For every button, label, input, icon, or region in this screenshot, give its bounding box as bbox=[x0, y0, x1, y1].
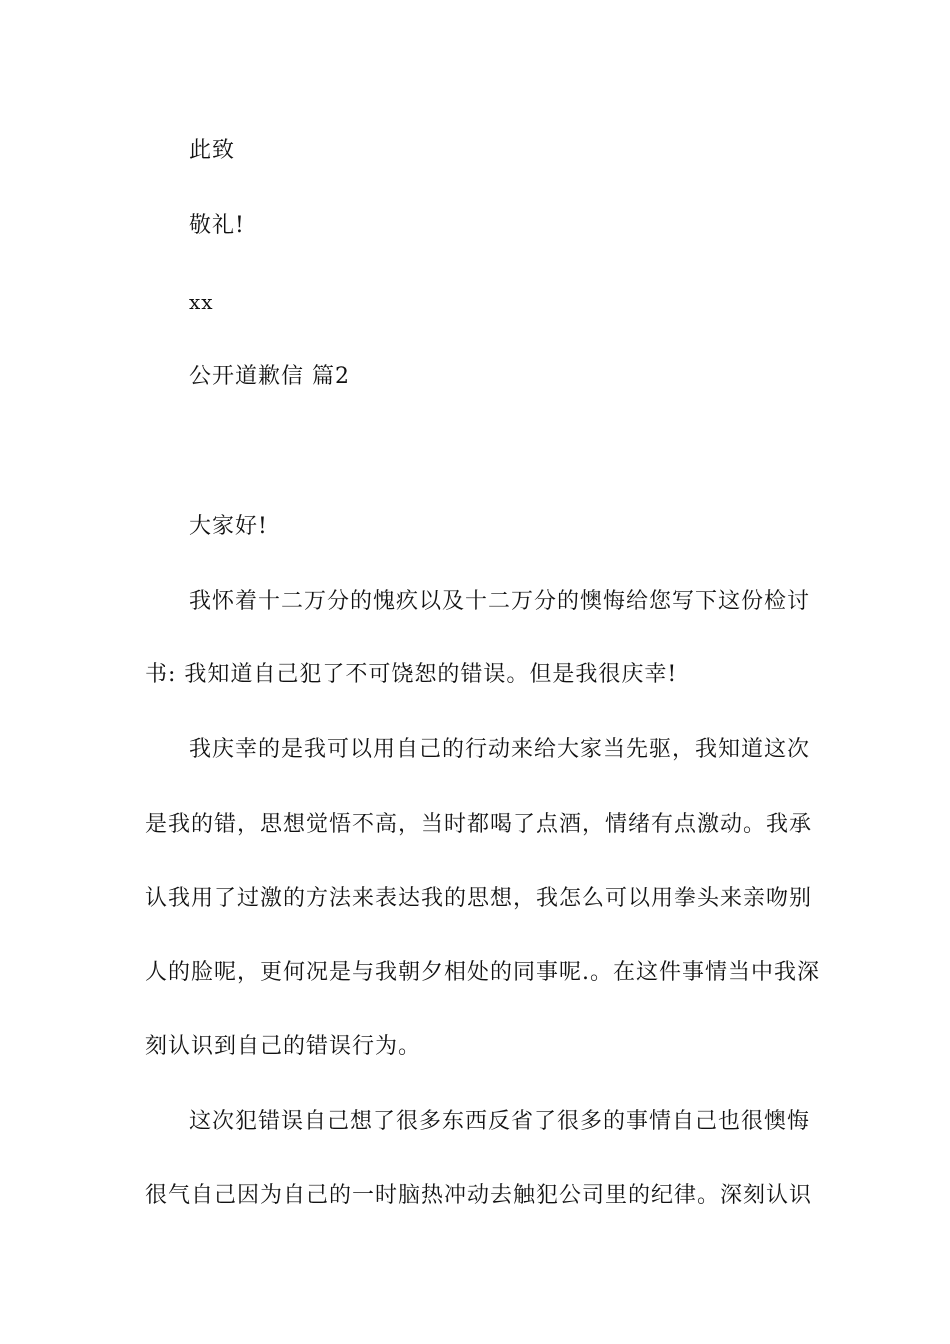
closing-salutation-line-2: 敬礼! bbox=[189, 213, 245, 238]
paragraph-line: 我庆幸的是我可以用自己的行动来给大家当先驱，我知道这次 bbox=[189, 737, 811, 762]
paragraph-line: 认我用了过激的方法来表达我的思想，我怎么可以用拳头来亲吻别 bbox=[145, 886, 813, 911]
paragraph-line: 书: 我知道自己犯了不可饶恕的错误。但是我很庆幸! bbox=[145, 662, 678, 687]
paragraph-line: 这次犯错误自己想了很多东西反省了很多的事情自己也很懊悔 bbox=[189, 1109, 811, 1134]
signature: xx bbox=[189, 290, 214, 314]
paragraph-line: 我怀着十二万分的愧疚以及十二万分的懊悔给您写下这份检讨 bbox=[189, 589, 811, 614]
paragraph-line: 刻认识到自己的错误行为。 bbox=[145, 1034, 422, 1059]
paragraph-line: 很气自己因为自己的一时脑热冲动去触犯公司里的纪律。深刻认识 bbox=[145, 1183, 813, 1208]
letter-greeting: 大家好! bbox=[189, 514, 268, 539]
paragraph-line: 是我的错，思想觉悟不高，当时都喝了点酒，情绪有点激动。我承 bbox=[145, 812, 813, 837]
section-heading: 公开道歉信 篇2 bbox=[189, 364, 350, 389]
closing-salutation-line-1: 此致 bbox=[189, 138, 236, 163]
paragraph-line: 人的脸呢，更何况是与我朝夕相处的同事呢.。在这件事情当中我深 bbox=[145, 960, 820, 985]
